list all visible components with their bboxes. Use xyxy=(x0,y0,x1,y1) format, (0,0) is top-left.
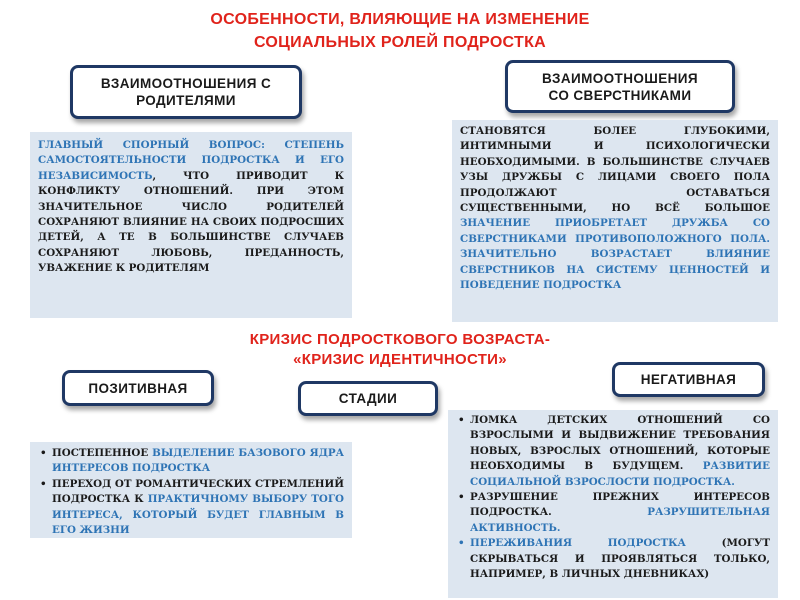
body-text: РАЗРУШЕНИЕ ПРЕЖНИХ ИНТЕРЕСОВ ПОДРОСТКА. xyxy=(470,491,770,519)
peers-panel xyxy=(452,120,778,322)
negative-stage-box xyxy=(612,362,765,397)
slide-title-line2: СОЦИАЛЬНЫХ РОЛЕЙ ПОДРОСТКА xyxy=(253,34,547,51)
stages-label: СТАДИИ xyxy=(338,391,398,406)
body-text: ПЕРЕХОД ОТ РОМАНТИЧЕСКИХ СТРЕМЛЕНИЙ ПОДРОСТКА К xyxy=(52,477,344,506)
parents-panel xyxy=(30,132,352,318)
highlighted-text: ЗНАЧЕНИЕ ПРИОБРЕТАЕТ ДРУЖБА СО СВЕРСТНИКАМИ ПРОТИВОПОЛОЖНОГО ПОЛА. ЗНАЧИТЕЛЬНО ВОЗРАСТАЕТ ВЛИЯНИЕ СВЕРСТНИКОВ НА СИСТЕМУ ЦЕННОСТЕЙ И ПОВЕДЕНИЕ ПОДРОСТКА xyxy=(460,217,770,292)
body-text: ЛОМКА ДЕТСКИХ ОТНОШЕНИЙ СО ВЗРОСЛЫМИ И ВЫДВИЖЕНИЕ ТРЕБОВАНИЯ НОВЫХ, ВЗРОСЛЫХ ОТНОШЕНИЙ, КОТОРЫЕ НЕОБХОДИМЫ В БУДУЩЕМ. xyxy=(470,414,770,473)
highlighted-text: ПРАКТИЧНОМУ ВЫБОРУ ТОГО ИНТЕРЕСА, КОТОРЫЙ БУДЕТ ГЛАВНЫМ В ЕГО ЖИЗНИ xyxy=(52,493,344,537)
highlighted-text: ВЫДЕЛЕНИЕ БАЗОВОГО ЯДРА ИНТЕРЕСОВ ПОДРОСТКА xyxy=(52,447,344,475)
positive-stage-box xyxy=(62,370,214,406)
highlighted-text: РАЗВИТИЕ СОЦИАЛЬНОЙ ВЗРОСЛОСТИ ПОДРОСТКА. xyxy=(470,460,770,488)
highlighted-text: РАЗРУШИТЕЛЬНАЯ АКТИВНОСТЬ. xyxy=(470,506,770,534)
peers-heading-line2: СО СВЕРСТНИКАМИ xyxy=(548,87,692,103)
negative-list xyxy=(456,413,770,582)
body-text: , ЧТО ПРИВОДИТ К КОНФЛИКТУ ОТНОШЕНИЙ. ПРИ ЭТОМ ЗНАЧИТЕЛЬНОЕ ЧИСЛО РОДИТЕЛЕЙ СОХРАНЯЮТ ВЛИЯНИЕ НА СВОИХ ПОДРОСШИХ ДЕТЕЙ, А ТЕ В БОЛЬШИНСТВЕ СЛУЧАЕВ СОХРАНЯЮТ ЛЮБОВЬ, ПРЕДАННОСТЬ, УВАЖЕНИЕ К РОДИТЕЛЯМ xyxy=(38,169,344,275)
peers-heading-box xyxy=(505,60,735,113)
positive-panel xyxy=(30,442,352,538)
list-item xyxy=(470,490,770,536)
parents-heading-line1: ВЗАИМООТНОШЕНИЯ С xyxy=(100,76,272,91)
body-text: СТАНОВЯТСЯ БОЛЕЕ ГЛУБОКИМИ, ИНТИМНЫМИ И ПСИХОЛОГИЧЕСКИ НЕОБХОДИМЫМИ. В БОЛЬШИНСТВЕ СЛУЧАЕВ УЗЫ ДРУЖБЫ С ЛИЦАМИ СВОЕГО ПОЛА ПРОДОЛЖАЮТ ОСТАВАТЬСЯ СУЩЕСТВЕННЫМИ, НО ВСЁ БОЛЬШОЕ xyxy=(460,125,770,215)
highlighted-text: ПЕРЕЖИВАНИЯ ПОДРОСТКА xyxy=(470,537,686,550)
parents-heading-box xyxy=(70,65,302,119)
positive-stage-label: ПОЗИТИВНАЯ xyxy=(88,380,188,396)
negative-stage-label: НЕГАТИВНАЯ xyxy=(640,372,737,387)
crisis-title-line1: КРИЗИС ПОДРОСТКОВОГО ВОЗРАСТА- xyxy=(249,331,551,348)
peers-heading-line1: ВЗАИМООТНОШЕНИЯ xyxy=(542,70,698,86)
body-text: (МОГУТ СКРЫВАТЬСЯ И ПРОЯВЛЯТЬСЯ ТОЛЬКО, НАПРИМЕР, В ЛИЧНЫХ ДНЕВНИКАХ) xyxy=(470,537,770,581)
list-item xyxy=(470,536,770,582)
stages-box xyxy=(298,381,438,416)
list-item xyxy=(470,413,770,490)
parents-heading-line2: РОДИТЕЛЯМИ xyxy=(136,93,236,108)
list-item xyxy=(52,477,344,539)
list-item xyxy=(52,446,344,477)
negative-panel xyxy=(448,410,778,598)
slide-title xyxy=(0,8,800,54)
positive-list xyxy=(38,446,344,538)
crisis-title-line2: «КРИЗИС ИДЕНТИЧНОСТИ» xyxy=(293,351,507,368)
highlighted-text: ГЛАВНЫЙ СПОРНЫЙ ВОПРОС: СТЕПЕНЬ САМОСТОЯТЕЛЬНОСТИ ПОДРОСТКА И ЕГО НЕЗАВИСИМОСТЬ xyxy=(38,139,344,182)
slide-title-line1: ОСОБЕННОСТИ, ВЛИЯЮЩИЕ НА ИЗМЕНЕНИЕ xyxy=(210,11,590,28)
body-text: ПОСТЕПЕННОЕ xyxy=(52,447,153,459)
